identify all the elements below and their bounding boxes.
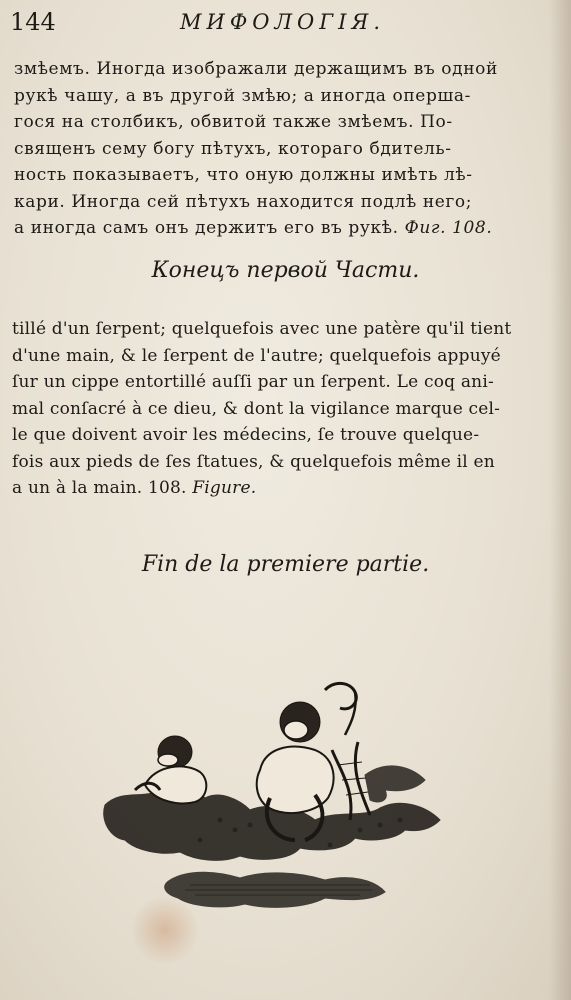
text-line-last	[12, 475, 552, 502]
text-line: mal conſacré à ce dieu, & dont la vigilance marque cel-	[12, 398, 501, 419]
text-line: кари. Иногда сей пѣтухъ находится подлѣ него;	[14, 191, 473, 212]
text-line: змѣемъ. Иногда изображали держащимъ въ одной	[14, 59, 498, 79]
text-line: a un à la main. 108.	[12, 478, 187, 498]
russian-paragraph	[14, 56, 549, 242]
figure-reference: Figure.	[192, 478, 257, 498]
text-line: d'une main, & le ſerpent de l'autre; quelquefois appuyé	[12, 345, 501, 366]
running-title: МИФОЛОГІЯ.	[180, 10, 386, 34]
cherubs-on-cloud-vignette-icon	[100, 680, 450, 942]
text-line: рукѣ чашу, а въ другой змѣю; а иногда оперша-	[14, 85, 471, 106]
french-part-ending: Fin de la premiere partie.	[141, 552, 430, 577]
text-line: fois aux pieds de ſes ſtatues, & quelquefois même il en	[12, 451, 495, 472]
text-line: ность показываетъ, что оную должны имѣть лѣ-	[14, 165, 473, 185]
text-line: tillé d'un ſerpent; quelquefois avec une patère qu'il tient	[12, 319, 512, 339]
page-header	[10, 6, 560, 40]
text-line: ſur un cippe entortillé auſſi par un ſerpent. Le coq ani-	[12, 372, 494, 392]
russian-part-ending: Конецъ первой Части.	[151, 258, 420, 283]
french-paragraph	[12, 316, 552, 502]
page-number: 144	[10, 8, 56, 36]
text-line-last	[14, 215, 549, 242]
text-line: le que doivent avoir les médecins, ſe trouve quelque-	[12, 425, 480, 445]
page-gutter-shadow	[549, 0, 571, 1000]
text-line: а иногда самъ онъ держитъ его въ рукѣ.	[14, 218, 399, 238]
figure-reference: Фиг. 108.	[404, 218, 493, 238]
text-line: гося на столбикъ, обвитой также змѣемъ. По-	[14, 112, 453, 132]
text-line: священъ сему богу пѣтухъ, котораго бдитель-	[14, 138, 452, 159]
